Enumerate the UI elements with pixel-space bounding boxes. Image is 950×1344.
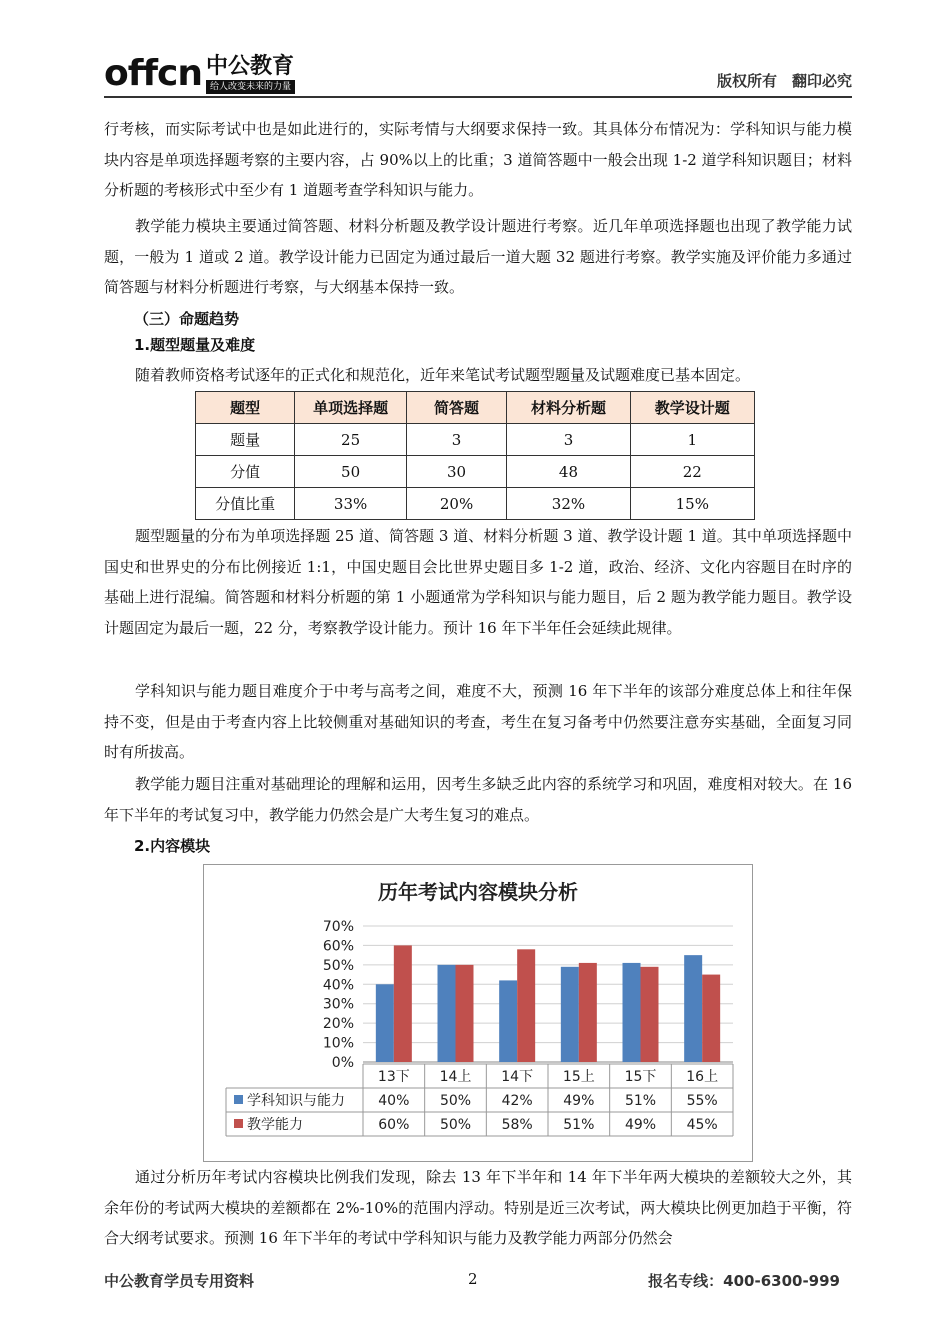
table-cell: 3	[507, 424, 630, 456]
x-category-label: 13下	[377, 1069, 410, 1085]
logo-slogan: 给人改变未来的力量	[206, 80, 295, 94]
subheading-1: 1.题型题量及难度	[134, 336, 256, 354]
x-category-label: 14下	[501, 1069, 534, 1085]
data-label: 50%	[439, 1117, 472, 1133]
bar-subject-knowledge	[499, 980, 517, 1062]
bar-subject-knowledge	[376, 984, 394, 1062]
bar-teaching-ability	[394, 945, 412, 1062]
data-label: 42%	[501, 1093, 533, 1109]
x-category-label: 14上	[439, 1069, 472, 1085]
chart-title: 历年考试内容模块分析	[378, 880, 578, 904]
content-module-chart	[203, 864, 753, 1162]
x-category-label: 15上	[562, 1069, 595, 1085]
data-label: 60%	[378, 1117, 410, 1133]
bar-subject-knowledge	[623, 963, 641, 1062]
table-cell: 题量	[196, 424, 295, 456]
y-tick-label: 10%	[322, 1035, 354, 1052]
table-row	[196, 456, 755, 488]
table-header-cell: 题型	[196, 392, 295, 424]
table-cell: 25	[295, 424, 406, 456]
y-tick-label: 20%	[322, 1016, 354, 1033]
paragraph-4: 题型题量的分布为单项选择题 25 道、简答题 3 道、材料分析题 3 道、教学设计题 1 道。其中单项选择题中国史和世界史的分布比例接近 1:1，中国史题目会比世界史题目多 1-2 道，政治、经济、文化内容题目在时序的基础上进行混编。简答题和材料分析题的第 1 小题通常为学科知识与能力题目，后 2 题为教学能力题目。教学设计题固定为最后一题，22 分，考察教学设计能力。预计 16 年下半年任会延续此规律。	[104, 527, 852, 637]
x-category-label: 16上	[686, 1069, 719, 1085]
footer-label: 中公教育学员专用资料	[104, 1272, 255, 1290]
data-label: 58%	[501, 1117, 533, 1133]
table-cell: 22	[630, 456, 754, 488]
legend-swatch	[234, 1119, 243, 1128]
data-label: 49%	[563, 1093, 595, 1109]
table-cell: 30	[406, 456, 507, 488]
table-cell: 32%	[507, 488, 630, 520]
y-tick-label: 60%	[322, 938, 354, 955]
table-row	[196, 488, 755, 520]
chart-svg	[204, 865, 752, 1161]
data-label: 51%	[563, 1117, 595, 1133]
bar-subject-knowledge	[438, 965, 456, 1062]
paragraph-1: 行考核，而实际考试中也是如此进行的，实际考情与大纲要求保持一致。其具体分布情况为：学科知识与能力模块内容是单项选择题考察的主要内容，占 90%以上的比重；3 道简答题中一般会出现 1-2 道学科知识题目；材料分析题的考核形式中至少有 1 道题考查学科知识与能力。	[104, 120, 852, 200]
paragraph-3: 随着教师资格考试逐年的正式化和规范化，近年来笔试考试题型题量及试题难度已基本固定。	[135, 366, 751, 384]
legend-swatch	[234, 1095, 243, 1104]
table-cell: 50	[295, 456, 406, 488]
y-tick-label: 40%	[322, 977, 354, 994]
data-label: 55%	[686, 1093, 718, 1109]
table-cell: 分值比重	[196, 488, 295, 520]
subheading-2: 2.内容模块	[134, 837, 211, 855]
bar-teaching-ability	[579, 963, 597, 1062]
paragraph-7: 通过分析历年考试内容模块比例我们发现，除去 13 年下半年和 14 年下半年两大模块的差额较大之外，其余年份的考试两大模块的差额都在 2%-10%的范围内浮动。特别是近三次考试，两大模块比例更加趋于平衡，符合大纲考试要求。预测 16 年下半年的考试中学科知识与能力及教学能力两部分仍然会	[104, 1168, 852, 1248]
table-header-cell: 材料分析题	[507, 392, 630, 424]
paragraph-6: 教学能力题目注重对基础理论的理解和运用，因考生多缺乏此内容的系统学习和巩固，难度相对较大。在 16 年下半年的考试复习中，教学能力仍然会是广大考生复习的难点。	[104, 775, 852, 824]
table-cell: 20%	[406, 488, 507, 520]
table-cell: 33%	[295, 488, 406, 520]
table-header-cell: 单项选择题	[295, 392, 406, 424]
table-cell: 48	[507, 456, 630, 488]
bar-teaching-ability	[641, 967, 659, 1062]
bar-subject-knowledge	[684, 955, 702, 1062]
bar-teaching-ability	[517, 949, 535, 1062]
logo-cn: 中公教育	[206, 54, 295, 79]
header-rule	[104, 96, 852, 98]
data-label: 51%	[624, 1093, 657, 1109]
bar-teaching-ability	[702, 975, 720, 1062]
table-cell: 1	[630, 424, 754, 456]
legend-label: 教学能力	[247, 1117, 303, 1133]
table-header-cell: 简答题	[406, 392, 507, 424]
page-header	[104, 50, 852, 94]
y-tick-label: 50%	[322, 957, 354, 974]
table-cell: 分值	[196, 456, 295, 488]
paragraph-2: 教学能力模块主要通过简答题、材料分析题及教学设计题进行考察。近几年单项选择题也出现了教学能力试题，一般为 1 道或 2 道。教学设计能力已固定为通过最后一道大题 32 题进行考察。教学实施及评价能力多通过简答题与材料分析题进行考察，与大纲基本保持一致。	[104, 217, 852, 297]
bar-teaching-ability	[456, 965, 474, 1062]
x-category-label: 15下	[624, 1069, 657, 1085]
table-header-row	[196, 392, 755, 424]
offcn-logo	[104, 50, 295, 94]
y-tick-label: 0%	[331, 1055, 354, 1071]
table-cell: 3	[406, 424, 507, 456]
table-cell: 15%	[630, 488, 754, 520]
paragraph-5: 学科知识与能力题目难度介于中考与高考之间，难度不大，预测 16 年下半年的该部分难度总体上和往年保持不变，但是由于考查内容上比较侧重对基础知识的考查，考生在复习备考中仍然要注意夯实基础，全面复习同时有所拔高。	[104, 682, 852, 762]
data-label: 40%	[378, 1093, 410, 1109]
data-label: 45%	[686, 1117, 718, 1133]
page-number: 2	[468, 1270, 478, 1288]
data-label: 49%	[624, 1117, 657, 1133]
bar-subject-knowledge	[561, 967, 579, 1062]
y-tick-label: 70%	[322, 919, 354, 935]
question-type-table	[195, 391, 755, 520]
table-header-cell: 教学设计题	[630, 392, 754, 424]
data-label: 50%	[439, 1093, 472, 1109]
copyright-notice: 版权所有 翻印必究	[716, 72, 852, 90]
signup-hotline: 报名专线：400-6300-999	[648, 1272, 840, 1290]
legend-label: 学科知识与能力	[247, 1093, 345, 1109]
table-row	[196, 424, 755, 456]
y-tick-label: 30%	[322, 996, 354, 1013]
section-heading: （三）命题趋势	[134, 310, 240, 328]
logo-latin: offcn	[104, 53, 203, 94]
